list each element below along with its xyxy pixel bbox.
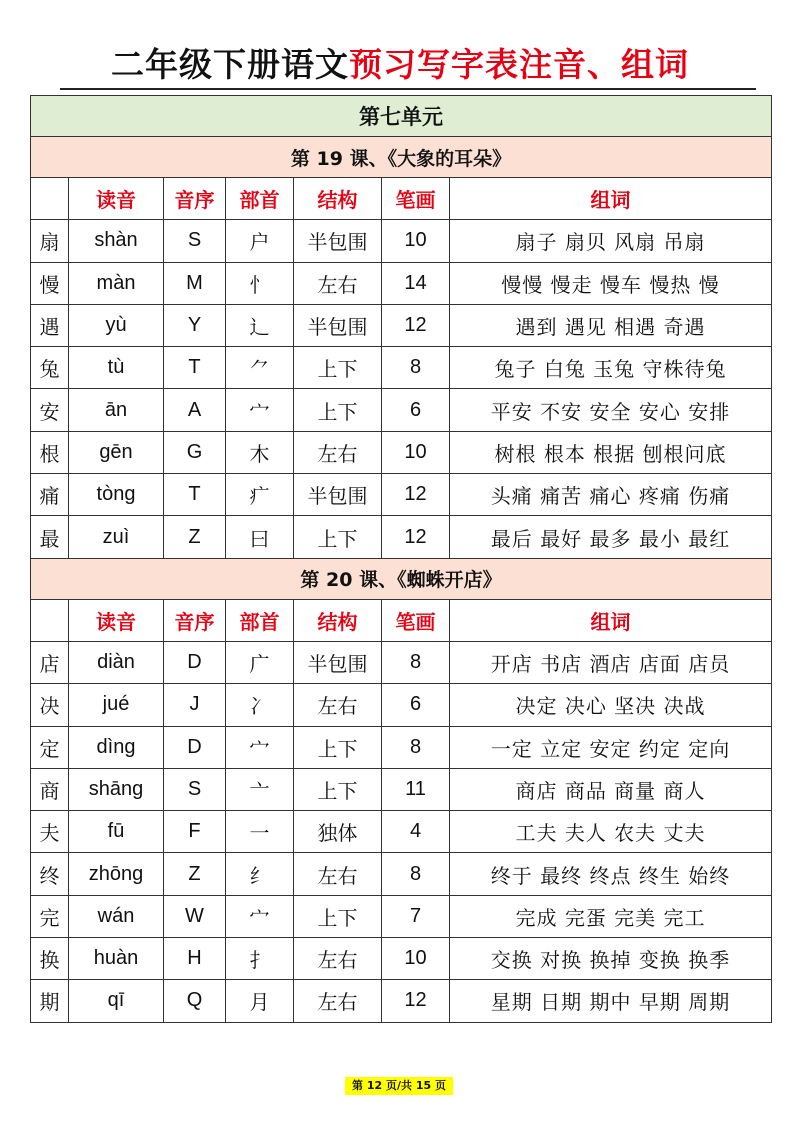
radical-cell: 忄: [226, 262, 294, 304]
radical-cell: 曰: [226, 516, 294, 558]
initial-cell: Z: [164, 516, 226, 558]
unit-title: 第七单元: [31, 96, 772, 137]
pinyin-cell: zhōng: [69, 853, 164, 895]
table-row: [31, 938, 772, 980]
radical-cell: 一: [226, 811, 294, 853]
character-cell: 最: [31, 516, 69, 558]
stroke-count-cell: 8: [382, 641, 450, 683]
header-cell: 读音: [69, 178, 164, 220]
stroke-count-cell: 12: [382, 516, 450, 558]
pinyin-cell: tù: [69, 347, 164, 389]
header-cell: 部首: [226, 599, 294, 641]
structure-cell: 半包围: [294, 220, 382, 262]
structure-cell: 左右: [294, 684, 382, 726]
initial-cell: T: [164, 347, 226, 389]
header-cell: 组词: [450, 178, 772, 220]
character-cell: 完: [31, 895, 69, 937]
radical-cell: 亠: [226, 768, 294, 810]
pinyin-cell: yù: [69, 304, 164, 346]
title-red: 预习写字表注音、组词: [349, 45, 689, 84]
words-cell: 终于 最终 终点 终生 始终: [450, 853, 772, 895]
header-blank: [31, 599, 69, 641]
table-row: [31, 220, 772, 262]
initial-cell: M: [164, 262, 226, 304]
initial-cell: W: [164, 895, 226, 937]
table-row: [31, 431, 772, 473]
initial-cell: H: [164, 938, 226, 980]
pinyin-cell: shàn: [69, 220, 164, 262]
pinyin-cell: qī: [69, 980, 164, 1022]
words-cell: 树根 根本 根据 刨根问底: [450, 431, 772, 473]
character-cell: 商: [31, 768, 69, 810]
structure-cell: 半包围: [294, 304, 382, 346]
header-cell: 结构: [294, 599, 382, 641]
stroke-count-cell: 14: [382, 262, 450, 304]
character-cell: 定: [31, 726, 69, 768]
character-cell: 安: [31, 389, 69, 431]
lesson-title: 第 19 课、《大象的耳朵》: [31, 137, 772, 178]
stroke-count-cell: 10: [382, 431, 450, 473]
initial-cell: Z: [164, 853, 226, 895]
stroke-count-cell: 6: [382, 684, 450, 726]
pinyin-cell: tòng: [69, 474, 164, 516]
table-row: [31, 304, 772, 346]
table-row: [31, 262, 772, 304]
header-row: [31, 178, 772, 220]
stroke-count-cell: 8: [382, 726, 450, 768]
stroke-count-cell: 6: [382, 389, 450, 431]
character-cell: 夫: [31, 811, 69, 853]
stroke-count-cell: 10: [382, 938, 450, 980]
initial-cell: D: [164, 726, 226, 768]
radical-cell: 辶: [226, 304, 294, 346]
radical-cell: 宀: [226, 389, 294, 431]
words-cell: 星期 日期 期中 早期 周期: [450, 980, 772, 1022]
words-cell: 头痛 痛苦 痛心 疼痛 伤痛: [450, 474, 772, 516]
unit-row: [31, 96, 772, 137]
radical-cell: 宀: [226, 726, 294, 768]
words-cell: 完成 完蛋 完美 完工: [450, 895, 772, 937]
structure-cell: 上下: [294, 768, 382, 810]
words-cell: 兔子 白兔 玉兔 守株待兔: [450, 347, 772, 389]
initial-cell: F: [164, 811, 226, 853]
stroke-count-cell: 4: [382, 811, 450, 853]
radical-cell: ⺈: [226, 347, 294, 389]
character-cell: 扇: [31, 220, 69, 262]
structure-cell: 上下: [294, 516, 382, 558]
character-cell: 兔: [31, 347, 69, 389]
structure-cell: 左右: [294, 980, 382, 1022]
pinyin-cell: zuì: [69, 516, 164, 558]
footer-suffix: 页: [435, 1079, 447, 1092]
initial-cell: S: [164, 220, 226, 262]
words-cell: 工夫 夫人 农夫 丈夫: [450, 811, 772, 853]
stroke-count-cell: 8: [382, 853, 450, 895]
words-cell: 开店 书店 酒店 店面 店员: [450, 641, 772, 683]
initial-cell: Q: [164, 980, 226, 1022]
footer-page: 12: [366, 1079, 383, 1092]
pinyin-cell: màn: [69, 262, 164, 304]
character-cell: 终: [31, 853, 69, 895]
table-row: [31, 768, 772, 810]
character-table: [30, 95, 772, 1023]
lesson-row: [31, 137, 772, 178]
header-cell: 部首: [226, 178, 294, 220]
structure-cell: 上下: [294, 347, 382, 389]
radical-cell: 扌: [226, 938, 294, 980]
words-cell: 扇子 扇贝 风扇 吊扇: [450, 220, 772, 262]
header-row: [31, 599, 772, 641]
radical-cell: 纟: [226, 853, 294, 895]
title-underline: [60, 88, 756, 90]
character-cell: 痛: [31, 474, 69, 516]
table-row: [31, 684, 772, 726]
table-row: [31, 853, 772, 895]
pinyin-cell: wán: [69, 895, 164, 937]
radical-cell: 疒: [226, 474, 294, 516]
initial-cell: S: [164, 768, 226, 810]
stroke-count-cell: 12: [382, 474, 450, 516]
words-cell: 商店 商品 商量 商人: [450, 768, 772, 810]
table-row: [31, 980, 772, 1022]
stroke-count-cell: 7: [382, 895, 450, 937]
title-black: 二年级下册语文: [111, 45, 349, 84]
character-cell: 根: [31, 431, 69, 473]
lesson-title: 第 20 课、《蜘蛛开店》: [31, 558, 772, 599]
words-cell: 最后 最好 最多 最小 最红: [450, 516, 772, 558]
structure-cell: 左右: [294, 262, 382, 304]
table-row: [31, 811, 772, 853]
header-cell: 音序: [164, 599, 226, 641]
character-cell: 遇: [31, 304, 69, 346]
table-row: [31, 641, 772, 683]
structure-cell: 半包围: [294, 641, 382, 683]
structure-cell: 左右: [294, 853, 382, 895]
table-row: [31, 389, 772, 431]
structure-cell: 上下: [294, 389, 382, 431]
character-cell: 决: [31, 684, 69, 726]
words-cell: 遇到 遇见 相遇 奇遇: [450, 304, 772, 346]
footer-middle: 页/共: [385, 1079, 413, 1092]
page-title: [0, 40, 800, 90]
pinyin-cell: dìng: [69, 726, 164, 768]
header-cell: 笔画: [382, 178, 450, 220]
stroke-count-cell: 8: [382, 347, 450, 389]
pinyin-cell: gēn: [69, 431, 164, 473]
table-row: [31, 474, 772, 516]
initial-cell: G: [164, 431, 226, 473]
pinyin-cell: huàn: [69, 938, 164, 980]
character-cell: 换: [31, 938, 69, 980]
table-row: [31, 347, 772, 389]
table-row: [31, 895, 772, 937]
structure-cell: 上下: [294, 726, 382, 768]
header-cell: 读音: [69, 599, 164, 641]
radical-cell: 冫: [226, 684, 294, 726]
pinyin-cell: ān: [69, 389, 164, 431]
header-cell: 音序: [164, 178, 226, 220]
radical-cell: 月: [226, 980, 294, 1022]
words-cell: 决定 决心 坚决 决战: [450, 684, 772, 726]
initial-cell: T: [164, 474, 226, 516]
initial-cell: D: [164, 641, 226, 683]
stroke-count-cell: 11: [382, 768, 450, 810]
header-cell: 结构: [294, 178, 382, 220]
initial-cell: A: [164, 389, 226, 431]
table-row: [31, 516, 772, 558]
stroke-count-cell: 10: [382, 220, 450, 262]
initial-cell: J: [164, 684, 226, 726]
radical-cell: 广: [226, 641, 294, 683]
character-cell: 期: [31, 980, 69, 1022]
words-cell: 慢慢 慢走 慢车 慢热 慢: [450, 262, 772, 304]
structure-cell: 独体: [294, 811, 382, 853]
stroke-count-cell: 12: [382, 304, 450, 346]
pinyin-cell: fū: [69, 811, 164, 853]
structure-cell: 上下: [294, 895, 382, 937]
words-cell: 平安 不安 安全 安心 安排: [450, 389, 772, 431]
lesson-row: [31, 558, 772, 599]
stroke-count-cell: 12: [382, 980, 450, 1022]
words-cell: 一定 立定 安定 约定 定向: [450, 726, 772, 768]
structure-cell: 左右: [294, 938, 382, 980]
character-cell: 店: [31, 641, 69, 683]
footer-total: 15: [415, 1079, 432, 1092]
initial-cell: Y: [164, 304, 226, 346]
radical-cell: 宀: [226, 895, 294, 937]
footer-prefix: 第: [351, 1079, 363, 1092]
pinyin-cell: shāng: [69, 768, 164, 810]
structure-cell: 半包围: [294, 474, 382, 516]
words-cell: 交换 对换 换掉 变换 换季: [450, 938, 772, 980]
page-number-badge: [345, 1077, 453, 1095]
character-cell: 慢: [31, 262, 69, 304]
pinyin-cell: jué: [69, 684, 164, 726]
header-cell: 组词: [450, 599, 772, 641]
structure-cell: 左右: [294, 431, 382, 473]
radical-cell: 木: [226, 431, 294, 473]
header-blank: [31, 178, 69, 220]
header-cell: 笔画: [382, 599, 450, 641]
radical-cell: 户: [226, 220, 294, 262]
table-row: [31, 726, 772, 768]
pinyin-cell: diàn: [69, 641, 164, 683]
